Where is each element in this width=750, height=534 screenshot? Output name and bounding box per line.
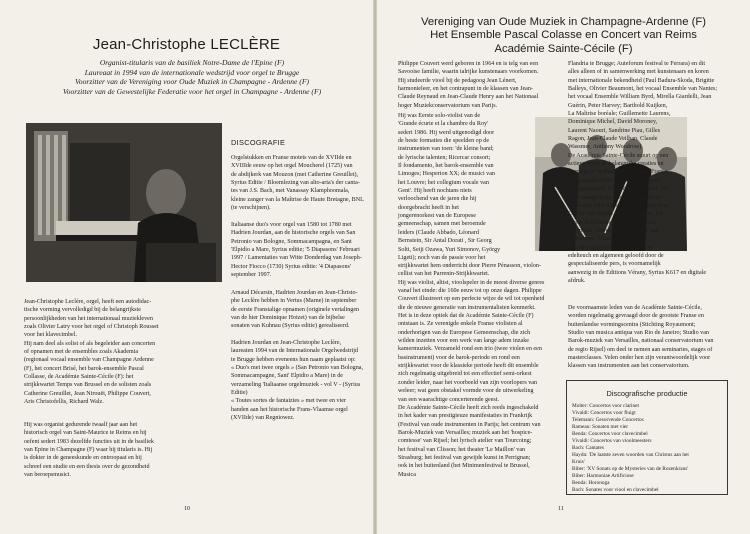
subtitle-line: Organist-titularis van de basiliek Notre-Dame de l'Epine (F) — [99, 58, 285, 67]
list-item: Rameau: Sonaten met vier — [572, 424, 629, 430]
list-item: Vivaldi: Concertos van vioolmeesters — [572, 438, 652, 444]
list-item: Bach: Cantates — [572, 445, 604, 451]
disco-paragraph: Hadrien Jourdan en Jean-Christophe Leclère, laureaten 1994 van de Internationale Orgelwedstrijd te Brugge hebben eveneens hun naam geplaatst op: « Duo's met twee orgels » (San Petronio van Bologna, Sommacampagne, Sant' Elpidio a Mare) in de verzameling 'Italiaanse orgelmuziek - vol V - (Syrius Editie) « Toutes sortes de fantaizies » met twee en vier handen aan het historische Frans-Vlaamse orgel (XVIIde) van Regniowez. — [231, 340, 363, 422]
organist-photo — [26, 123, 222, 282]
list-item: Biber: 'XV Sonats op de Mysteries van de Rozenkrans' — [572, 466, 689, 472]
subtitle-line: Laureaat in 1994 van de internationale wedstrijd voor orgel te Brugge — [84, 67, 300, 77]
list-item: Biber: Harmoniae Artificiose — [572, 473, 634, 479]
discography-title: Discografische productie — [606, 389, 688, 398]
discografie-heading: DISCOGRAFIE — [231, 138, 286, 147]
subtitle-line: Voorzitter van de Gewestelijke Federatie voor het orgel in Champagne - Ardenne (F) — [62, 87, 322, 97]
subtitle-line: Voorzitter van de Vereniging voor Oude Muziek in Champagne - Ardenne (F) — [74, 77, 310, 87]
disco-paragraph: Orgelstukken en Franse motets van de XVIIde en XVIIIde eeuw op het orgel Moucherel (1725) van de abdijkerk van Mouzon (met Catherine Greuillet), Syrius Editie / Bloemlezing van alto-aria's der canta- tes van J.S. Bach, met Vanassay Klamphoomala, kleine zanger van la Maîtrise de Haute Bretagne, BNL (te verschijnen). — [231, 155, 364, 212]
page-number: 11 — [558, 506, 564, 512]
list-item: Kruis' — [572, 459, 585, 465]
subtitle-block — [32, 58, 352, 97]
bio-paragraph: Hij was Eerste solo-violist van de 'Grande écurie et la chambre du Roy' sedert 1986. Hij werd uitgenodigd door de beste formaties die speelden op de instrumenten van toen: 'de kleine band; de lyrische talenten; Ricercar consort; Il fondamento, het barok-ensemble van Limoges; Hesperion XX; de musici van het Louvre; het collegium vocale van Gent'. Hij heeft nochtans niets verloochend van de jaren die hij doorgebracht heeft in het jongerenorkest van de Europese gemeenschap, samen met beroemde leiders (Claude Abbado, Léonard Bernstein, Sir Antal Dorati , Sir Georg Solti, Seiji Ozawa, Yuri Simonov, György Ligeti); noch van de passie voor het — [398, 113, 501, 261]
bio-paragraph: Flandria te Brugge; Auteforum festival te Ferrara) en dit alles alleen of in samenwerking met kunstenaars en koren met internationale bekendheid (Paul Badura-Skoda, Brigitte Balleys, Olivier Beaumont, het vocaal Ensemble van Nantes; het vocaal Ensemble William Byrd, Mirella Giardelli, Jean Guérin, Peter Harvey; Barthold Kuijken, La Maîtrise boréale; Guillemette Laurens, Dominique Michel, David Moroney, Laurent Naouri, Sandrine Piau, Gilles Ragon, Jean-Claude Veilhan, Claude Wassmer, Anthony Woodrow). De Académie Sainte-Cécile stuurt op een actieve wijze de belangrijke creaties en verzorgt de opdrachten van jonge Franse componisten (Olivier Beiner, Jacques Derégnancourt, Dominique Vassour). Zij heeft meegewerkt aan choreografische realisaties (Die Sieben LeidenWorte Jesu Christi van Haydn / Bastin, Boivin, De Groat, Kelemenis, Larrieu, Raffinot, Tompkins, Verret, Pierrot lunaire van Schönberg / Faust). Zijn discografische productie, zeer edelteuch en algemeen geloofd door de gespecialiseerde pers, is voornamelijk aanwezig in de Editions Vérany, Syrius K617 en digitale afdruk. — [568, 61, 718, 284]
organist-photo-image — [26, 123, 222, 282]
page-number: 10 — [184, 506, 190, 512]
list-item: Benda: Horonoga — [572, 480, 610, 486]
bio-paragraph-2: Hij was organist gedurende twaalf jaar aan het historisch orgel van Saint-Maurice te Reims en hij oefent sedert 1983 dezelfde functies uit in de basiliek van Epine in Champagne (F) waar hij titularis is. Hij is dokter in de geneeskunde en ontroopaat en hij schreef een studie en een thesis over de gezondheid van beroepsmusici. — [24, 422, 154, 479]
bio-paragraph: Philippe Couvert werd geboren in 1964 en is telg van een Savooise familie, waarin talrijke kunstenaars voorkomen. Hij studeerde viool bij de pedagoog Jean Lénert, harmonieleer, en het contrapunt in de klassen van Jean- Claude Reynaud en Jean-Claude Henry aan het Nationaal hoger Muziekconservatorium van Parijs. — [398, 61, 539, 109]
bio-paragraph: strijkkwartet hem onderricht door Pierre Pénasson, violon- cellist van het Parrenin-Strijkkwartet. Hij was violist, altist, vioolspeler in de meest diverse genres vanaf het einde: die 160e eeuw tot op onze dagen. Philippe Couvert illustreert op een perfecte wijze de wil tot openheid die de nieuwe generatie van instrumentalisten kenmerkt. Het is in deze optiek dat de Académie Sainte-Cécile (F) ontstaan is. Ze verenigde enkele Franse violisten al onderhorigen van de Europese Gemeenschap, die zich wilden inzetten voor een werk van lange adem inzake kamermuziek. Verzameld rond een trio (twee violen en een basinstrument) voor de barok-periode en rond een strijkkwartet voor de klassieke periode heeft dit ensemble zich regelmatig uitgebreid tot een effectief semi-orkest zonder leider, naar het voorbeeld van zijn voorlopers van weleer; wat geen obstakel vormde voor de uitwerkeling van een waarachtige concerterende geest. De Académie Sainte-Cécile heeft zich reeds ingeschakeld in het kader van prestigieuze manifestaties in Frankrijk (Festival van oude instrumenten in Parijs; het centrum van Barok-Muziek van Versailles; muziek aan het 'hospice- comtesse' van Rijsel; het lyrisch atelier van Tourcoing; het festival van Clisson; het theater 'Le Maillon' van Strasburg; het festival van gewijde kunst in Perrignan; ook in het buitenland (het Minimenfestival te Brussel, Musica — [398, 263, 545, 478]
list-item: Vivaldi: Concertos voor fluigt — [572, 410, 636, 416]
page-title-left: Jean-Christophe LECLÈRE — [92, 36, 281, 53]
list-item: Benda: Concertos voor clavecimbel — [572, 431, 648, 437]
discography-box — [566, 380, 728, 495]
bio-paragraph: De voornaamste leden van de Académie Sainte-Cécile, worden regelmatig gevraagd door de grootste Franse en buitenlandse vormingscentra (Stichting Royaumont; Studio van musica antiqua van Rio de Janeiro; Studio van Barok-muziek van Versailles, nationaal conservatorium van de regio Rijsel) om deel te nemen aan seminaries, stages of masterclasses. Velen onder hen zijn verantwoordelijk voor klassen van instrumenten aan het conservatorium. — [568, 305, 714, 370]
title-line: Vereniging van Oude Muziek in Champagne-Ardenne (F) — [420, 16, 707, 28]
page-title-right — [377, 16, 750, 56]
list-item: Haydn: 'De laatste zeven woorden van Christus aan het — [572, 452, 689, 458]
title-line: Het Ensemble Pascal Colasse en Concert van Reims — [430, 29, 697, 42]
page-left — [0, 0, 373, 534]
disco-paragraph: Arnaud Décarsin, Hadrien Jourdan en Jean-Christo- phe Leclère hebben in Vertus (Marne) in september de eerste Franstalige opnamen (originele vertalingen van de hier Dominique Hoizet) van de bijbelse sonaten van Kuhnau (Syrius editie) gerealiseerd. — [231, 290, 360, 330]
list-item: Bach: Sonates voor viool en clavecimbel — [572, 487, 659, 493]
bio-paragraph: Jean-Christophe Leclère, orgel, heeft een autodidac- tische vorming vervolledigd bij de belangrijkste persoonlijkheden van het internationaal muziekleven zoals Olivier Latry voor het orgel of Christoph Rousset voor het klavecimbel. Hij nam deel als solist of als begeleider aan concerten of opnamen met de ensembles zoals Akademia (regionaal vocaal ensemble van Champagne Ardenne (F), het concert Brisé, het barok-ensemble Pascal Collasse, de Académie Sainte-Cécile (F): het strijkkwartet Temps van Brussel en de solisten zoals Catherine Greuillet, Jean Nirouët, Philippe Couvert, Aris Christofellis, Richard Walz. — [24, 299, 159, 406]
page-gutter — [373, 0, 377, 534]
title-line: Académie Sainte-Cécile (F) — [494, 42, 633, 55]
disco-paragraph: Italiaanse duo's voor orgel van 1580 tot 1780 met Hadrien Jourdan, aan de historische orgels van San Petronio van Bologne, Sommacampagna, en Sant 'Elpidio a Mare, Syrius editie; '5 Diapasons' Februari 1997 / Lamentaties van Witte Donderdag van Joseph- Hector Fiocco (1730) Syrius editie: '4 Diapasons' september 1997. — [231, 222, 362, 279]
discography-list — [572, 403, 724, 494]
list-item: Telemann: Gesorvende Concertos — [572, 417, 644, 423]
list-item: Molter: Concertos voor clarinet — [572, 403, 639, 409]
